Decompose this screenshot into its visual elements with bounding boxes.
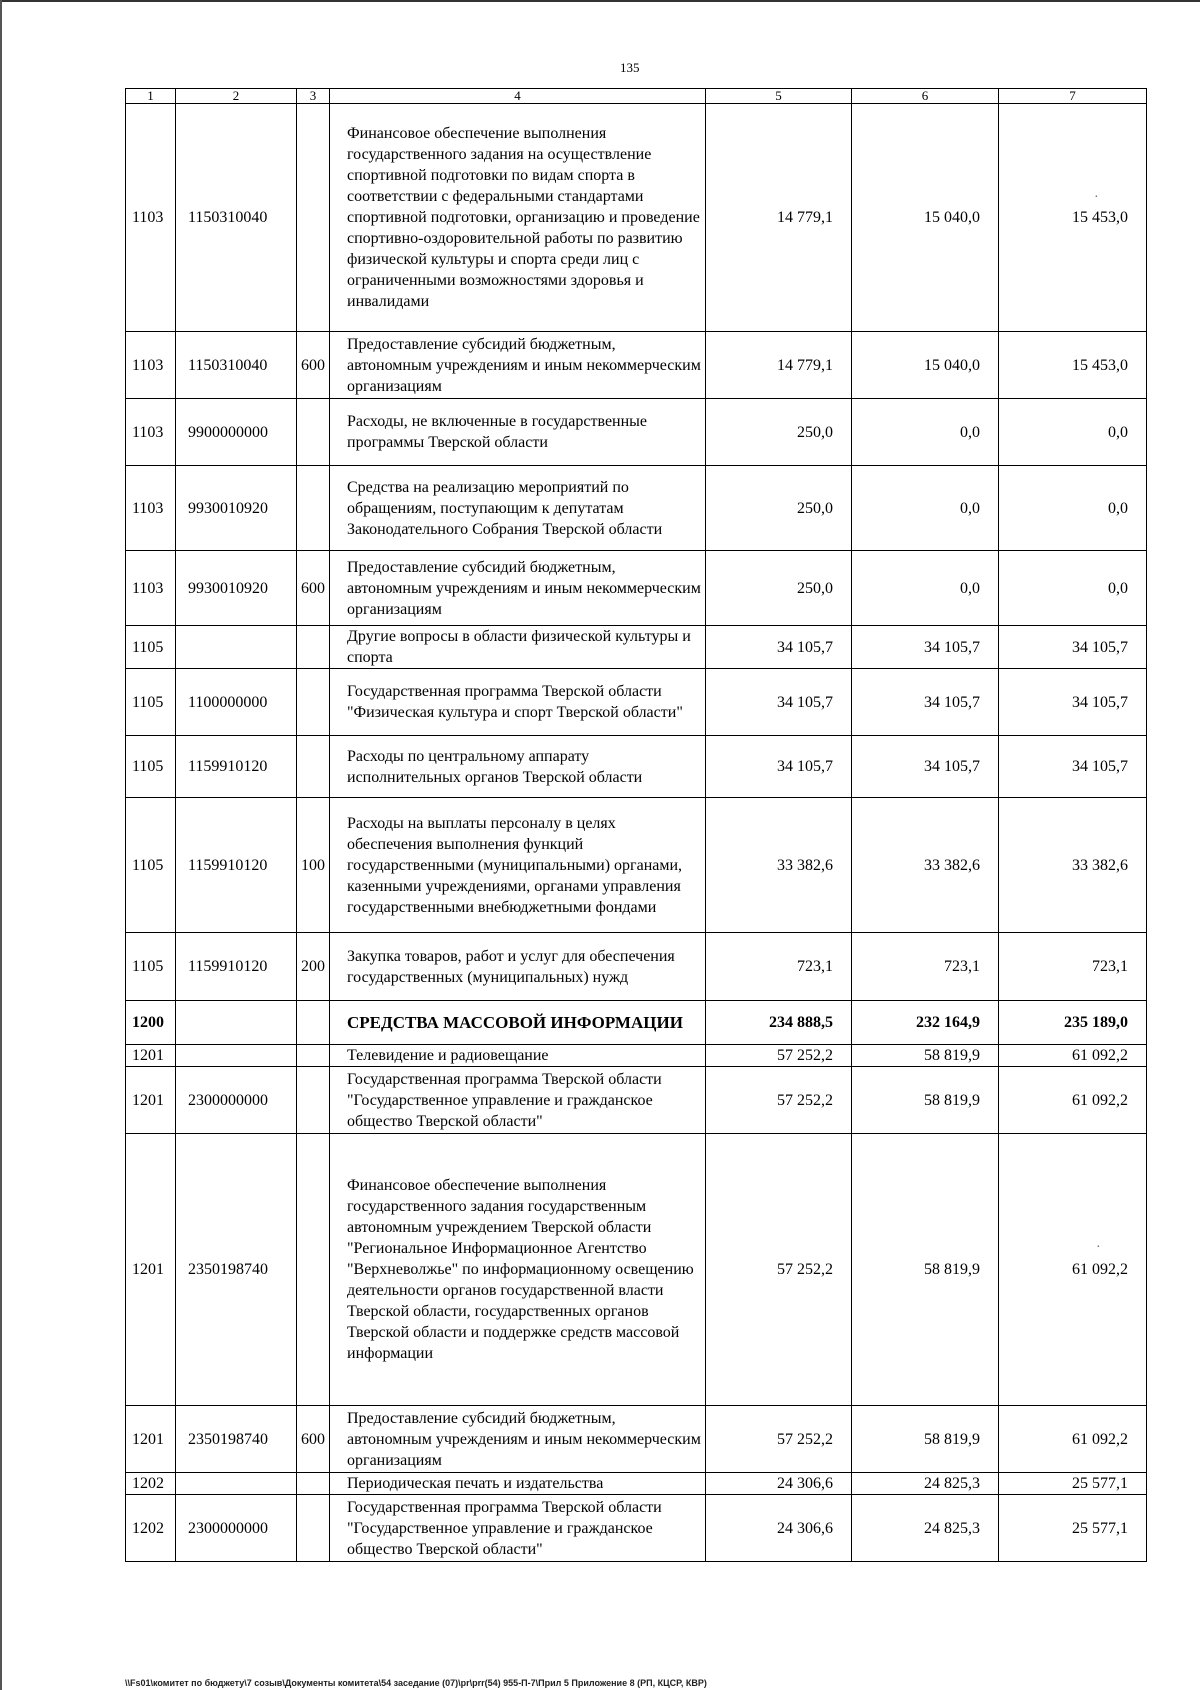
amount-year1-cell: 57 252,2 (706, 1406, 852, 1473)
target-article-cell: 2350198740 (176, 1406, 297, 1473)
amount-year1-cell: 250,0 (706, 551, 852, 626)
table-row (126, 1001, 1147, 1045)
table-row (126, 669, 1147, 736)
target-article-cell: 2300000000 (176, 1495, 297, 1562)
amount-year3-cell: 0,0 (999, 399, 1147, 466)
header-cell: 2 (176, 89, 297, 104)
section-code-cell: 1201 (126, 1067, 176, 1134)
expense-type-cell: 600 (297, 551, 330, 626)
amount-year1-cell: 234 888,5 (706, 1001, 852, 1045)
target-article-cell (176, 626, 297, 669)
amount-year2-cell: 58 819,9 (852, 1045, 999, 1067)
amount-year1-cell: 33 382,6 (706, 798, 852, 933)
description-cell: СРЕДСТВА МАССОВОЙ ИНФОРМАЦИИ (330, 1001, 706, 1045)
header-cell: 4 (330, 89, 706, 104)
amount-year3-cell: 61 092,2 (999, 1045, 1147, 1067)
amount-year2-cell: 24 825,3 (852, 1495, 999, 1562)
target-article-cell: 9900000000 (176, 399, 297, 466)
section-code-cell: 1103 (126, 332, 176, 399)
scan-border-top (0, 0, 1200, 2)
section-code-cell: 1105 (126, 933, 176, 1001)
target-article-cell: 9930010920 (176, 551, 297, 626)
amount-year1-cell: 57 252,2 (706, 1045, 852, 1067)
amount-year1-cell: 34 105,7 (706, 669, 852, 736)
expense-type-cell (297, 399, 330, 466)
section-code-cell: 1103 (126, 104, 176, 332)
table-row (126, 1067, 1147, 1134)
table-row (126, 1473, 1147, 1495)
table-row (126, 626, 1147, 669)
table-row (126, 104, 1147, 332)
amount-year2-cell: 24 825,3 (852, 1473, 999, 1495)
description-cell: Средства на реализацию мероприятий по обращениям, поступающим к депутатам Законодательного Собрания Тверской области (330, 466, 706, 551)
description-cell: Предоставление субсидий бюджетным, автономным учреждениям и иным некоммерческим организациям (330, 551, 706, 626)
section-code-cell: 1201 (126, 1406, 176, 1473)
description-cell: Расходы на выплаты персоналу в целях обеспечения выполнения функций государственными (муниципальными) органами, казенными учреждениями, органами управления государственными внебюджетными фондами (330, 798, 706, 933)
amount-year1-cell: 24 306,6 (706, 1473, 852, 1495)
section-code-cell: 1105 (126, 798, 176, 933)
table-row (126, 933, 1147, 1001)
amount-year2-cell: 723,1 (852, 933, 999, 1001)
amount-year2-cell: 0,0 (852, 399, 999, 466)
amount-year2-cell: 0,0 (852, 466, 999, 551)
section-code-cell: 1103 (126, 399, 176, 466)
target-article-cell: 1159910120 (176, 736, 297, 798)
amount-year2-cell: 33 382,6 (852, 798, 999, 933)
section-code-cell: 1103 (126, 466, 176, 551)
expense-type-cell (297, 1134, 330, 1406)
amount-year2-cell: 34 105,7 (852, 669, 999, 736)
header-cell: 1 (126, 89, 176, 104)
description-cell: Государственная программа Тверской области "Государственное управление и гражданское общество Тверской области" (330, 1495, 706, 1562)
amount-year3-cell: 34 105,7 (999, 626, 1147, 669)
table-row (126, 736, 1147, 798)
footer-file-path: \\Fs01\комитет по бюджету\7 созыв\Документы комитета\54 заседание (07)\pr\prr(54) 955-П-7\Прил 5 Приложение 8 (РП, КЦСР, КВР) (125, 1678, 707, 1688)
target-article-cell: 2350198740 (176, 1134, 297, 1406)
header-cell: 7 (999, 89, 1147, 104)
description-cell: Расходы по центральному аппарату исполнительных органов Тверской области (330, 736, 706, 798)
description-cell: Предоставление субсидий бюджетным, автономным учреждениям и иным некоммерческим организациям (330, 332, 706, 399)
expense-type-cell (297, 736, 330, 798)
target-article-cell: 2300000000 (176, 1067, 297, 1134)
amount-year2-cell: 34 105,7 (852, 626, 999, 669)
section-code-cell: 1202 (126, 1495, 176, 1562)
section-code-cell: 1103 (126, 551, 176, 626)
expense-type-cell (297, 1001, 330, 1045)
section-code-cell: 1105 (126, 736, 176, 798)
table-row (126, 551, 1147, 626)
budget-table (125, 88, 1147, 1562)
expense-type-cell: 100 (297, 798, 330, 933)
expense-type-cell (297, 1045, 330, 1067)
target-article-cell (176, 1473, 297, 1495)
page-number: 135 (620, 60, 640, 75)
header-cell: 3 (297, 89, 330, 104)
section-code-cell: 1105 (126, 626, 176, 669)
description-cell: Телевидение и радиовещание (330, 1045, 706, 1067)
description-cell: Закупка товаров, работ и услуг для обеспечения государственных (муниципальных) нужд (330, 933, 706, 1001)
description-cell: Расходы, не включенные в государственные программы Тверской области (330, 399, 706, 466)
description-cell: Государственная программа Тверской области "Физическая культура и спорт Тверской области" (330, 669, 706, 736)
amount-year2-cell: 232 164,9 (852, 1001, 999, 1045)
amount-year1-cell: 250,0 (706, 399, 852, 466)
description-cell: Другие вопросы в области физической культуры и спорта (330, 626, 706, 669)
stray-dot-mark: · (1096, 1240, 1101, 1255)
expense-type-cell (297, 1067, 330, 1134)
description-cell: Финансовое обеспечение выполнения государственного задания государственным автономным учреждением Тверской области "Региональное Информационное Агентство "Верхневолжье" по информационному освещению деятельности органов государственной власти Тверской области, государственных органов Тверской области и поддержке средств массовой информации (330, 1134, 706, 1406)
target-article-cell: 1159910120 (176, 933, 297, 1001)
amount-year2-cell: 0,0 (852, 551, 999, 626)
amount-year1-cell: 57 252,2 (706, 1134, 852, 1406)
amount-year3-cell: 25 577,1 (999, 1473, 1147, 1495)
amount-year1-cell: 250,0 (706, 466, 852, 551)
table-row (126, 1495, 1147, 1562)
table-row (126, 466, 1147, 551)
table-row (126, 1406, 1147, 1473)
expense-type-cell (297, 1473, 330, 1495)
amount-year3-cell: 15 453,0 (999, 104, 1147, 332)
expense-type-cell (297, 669, 330, 736)
amount-year1-cell: 14 779,1 (706, 332, 852, 399)
target-article-cell (176, 1001, 297, 1045)
table-row (126, 798, 1147, 933)
amount-year1-cell: 57 252,2 (706, 1067, 852, 1134)
amount-year3-cell: 0,0 (999, 551, 1147, 626)
column-number-header (126, 89, 1147, 104)
amount-year3-cell: 34 105,7 (999, 669, 1147, 736)
amount-year3-cell: 34 105,7 (999, 736, 1147, 798)
target-article-cell: 9930010920 (176, 466, 297, 551)
amount-year2-cell: 15 040,0 (852, 332, 999, 399)
expense-type-cell: 600 (297, 332, 330, 399)
section-code-cell: 1201 (126, 1134, 176, 1406)
amount-year2-cell: 34 105,7 (852, 736, 999, 798)
amount-year3-cell: 33 382,6 (999, 798, 1147, 933)
amount-year1-cell: 723,1 (706, 933, 852, 1001)
section-code-cell: 1202 (126, 1473, 176, 1495)
description-cell: Государственная программа Тверской области "Государственное управление и гражданское общество Тверской области" (330, 1067, 706, 1134)
amount-year3-cell: 0,0 (999, 466, 1147, 551)
section-code-cell: 1201 (126, 1045, 176, 1067)
amount-year3-cell: 61 092,2 (999, 1406, 1147, 1473)
target-article-cell: 1150310040 (176, 104, 297, 332)
table-row (126, 332, 1147, 399)
amount-year2-cell: 58 819,9 (852, 1406, 999, 1473)
amount-year2-cell: 58 819,9 (852, 1134, 999, 1406)
amount-year3-cell: 235 189,0 (999, 1001, 1147, 1045)
expense-type-cell: 200 (297, 933, 330, 1001)
amount-year3-cell: 723,1 (999, 933, 1147, 1001)
section-code-cell: 1105 (126, 669, 176, 736)
section-code-cell: 1200 (126, 1001, 176, 1045)
amount-year3-cell: 15 453,0 (999, 332, 1147, 399)
stray-dot-mark: · (1094, 190, 1099, 205)
table-row (126, 1134, 1147, 1406)
amount-year2-cell: 15 040,0 (852, 104, 999, 332)
expense-type-cell: 600 (297, 1406, 330, 1473)
amount-year1-cell: 34 105,7 (706, 626, 852, 669)
amount-year3-cell: 61 092,2 (999, 1134, 1147, 1406)
target-article-cell: 1159910120 (176, 798, 297, 933)
description-cell: Предоставление субсидий бюджетным, автономным учреждениям и иным некоммерческим организациям (330, 1406, 706, 1473)
target-article-cell: 1100000000 (176, 669, 297, 736)
table-body (126, 89, 1147, 1562)
header-cell: 5 (706, 89, 852, 104)
header-cell: 6 (852, 89, 999, 104)
expense-type-cell (297, 466, 330, 551)
expense-type-cell (297, 626, 330, 669)
expense-type-cell (297, 1495, 330, 1562)
target-article-cell: 1150310040 (176, 332, 297, 399)
description-cell: Финансовое обеспечение выполнения государственного задания на осуществление спортивной подготовки по видам спорта в соответствии с федеральными стандартами спортивной подготовки, организацию и проведение спортивно-оздоровительной работы по развитию физической культуры и спорта среди лиц с ограниченными возможностями здоровья и инвалидами (330, 104, 706, 332)
amount-year1-cell: 14 779,1 (706, 104, 852, 332)
scan-border-left (0, 0, 2, 1690)
table-row (126, 399, 1147, 466)
expense-type-cell (297, 104, 330, 332)
amount-year3-cell: 61 092,2 (999, 1067, 1147, 1134)
description-cell: Периодическая печать и издательства (330, 1473, 706, 1495)
target-article-cell (176, 1045, 297, 1067)
amount-year1-cell: 24 306,6 (706, 1495, 852, 1562)
table-row (126, 1045, 1147, 1067)
amount-year3-cell: 25 577,1 (999, 1495, 1147, 1562)
amount-year1-cell: 34 105,7 (706, 736, 852, 798)
amount-year2-cell: 58 819,9 (852, 1067, 999, 1134)
